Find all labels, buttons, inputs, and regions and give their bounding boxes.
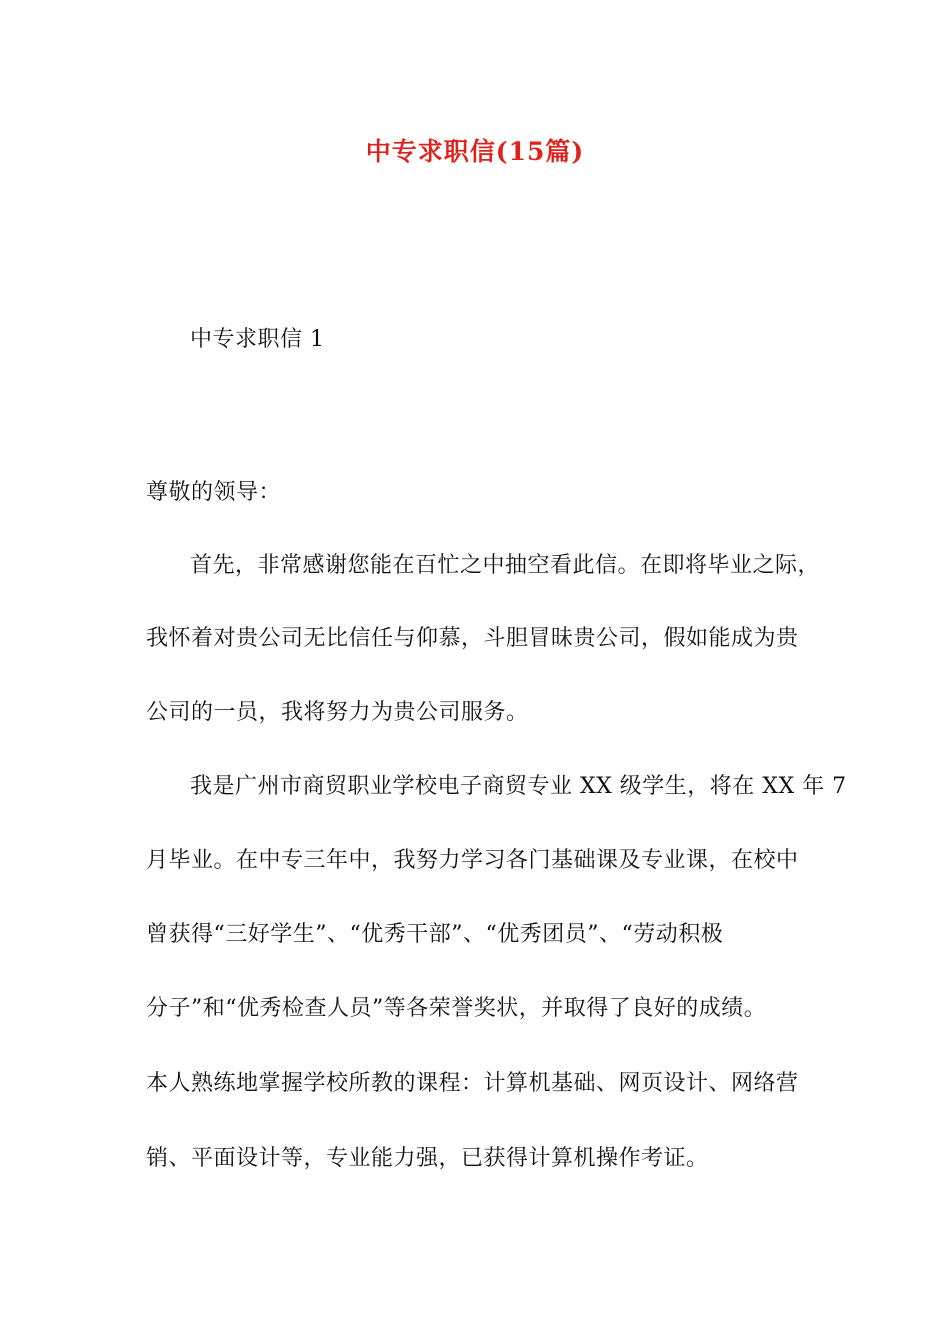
section-heading: 中专求职信 1 [190, 327, 325, 352]
paragraph-line: 我怀着对贵公司无比信任与仰慕，斗胆冒昧贵公司，假如能成为贵 [146, 626, 799, 651]
paragraph-line: 月毕业。在中专三年中，我努力学习各门基础课及专业课，在校中 [146, 848, 799, 873]
document-title: 中专求职信(15篇) [365, 137, 585, 166]
paragraph-line: 我是广州市商贸职业学校电子商贸专业 XX 级学生，将在 XX 年 7 [190, 774, 847, 799]
paragraph-line: 曾获得“三好学生”、“优秀干部”、“优秀团员”、“劳动积极 [146, 922, 724, 947]
salutation: 尊敬的领导： [146, 480, 282, 505]
paragraph-line: 分子”和“优秀检查人员”等各荣誉奖状，并取得了良好的成绩。 [146, 996, 767, 1021]
paragraph-line: 首先，非常感谢您能在百忙之中抽空看此信。在即将毕业之际， [190, 553, 821, 578]
paragraph-line: 公司的一员，我将努力为贵公司服务。 [146, 700, 529, 725]
paragraph-line: 本人熟练地掌握学校所教的课程：计算机基础、网页设计、网络营 [146, 1071, 799, 1096]
paragraph-line: 销、平面设计等，专业能力强，已获得计算机操作考证。 [146, 1146, 709, 1171]
